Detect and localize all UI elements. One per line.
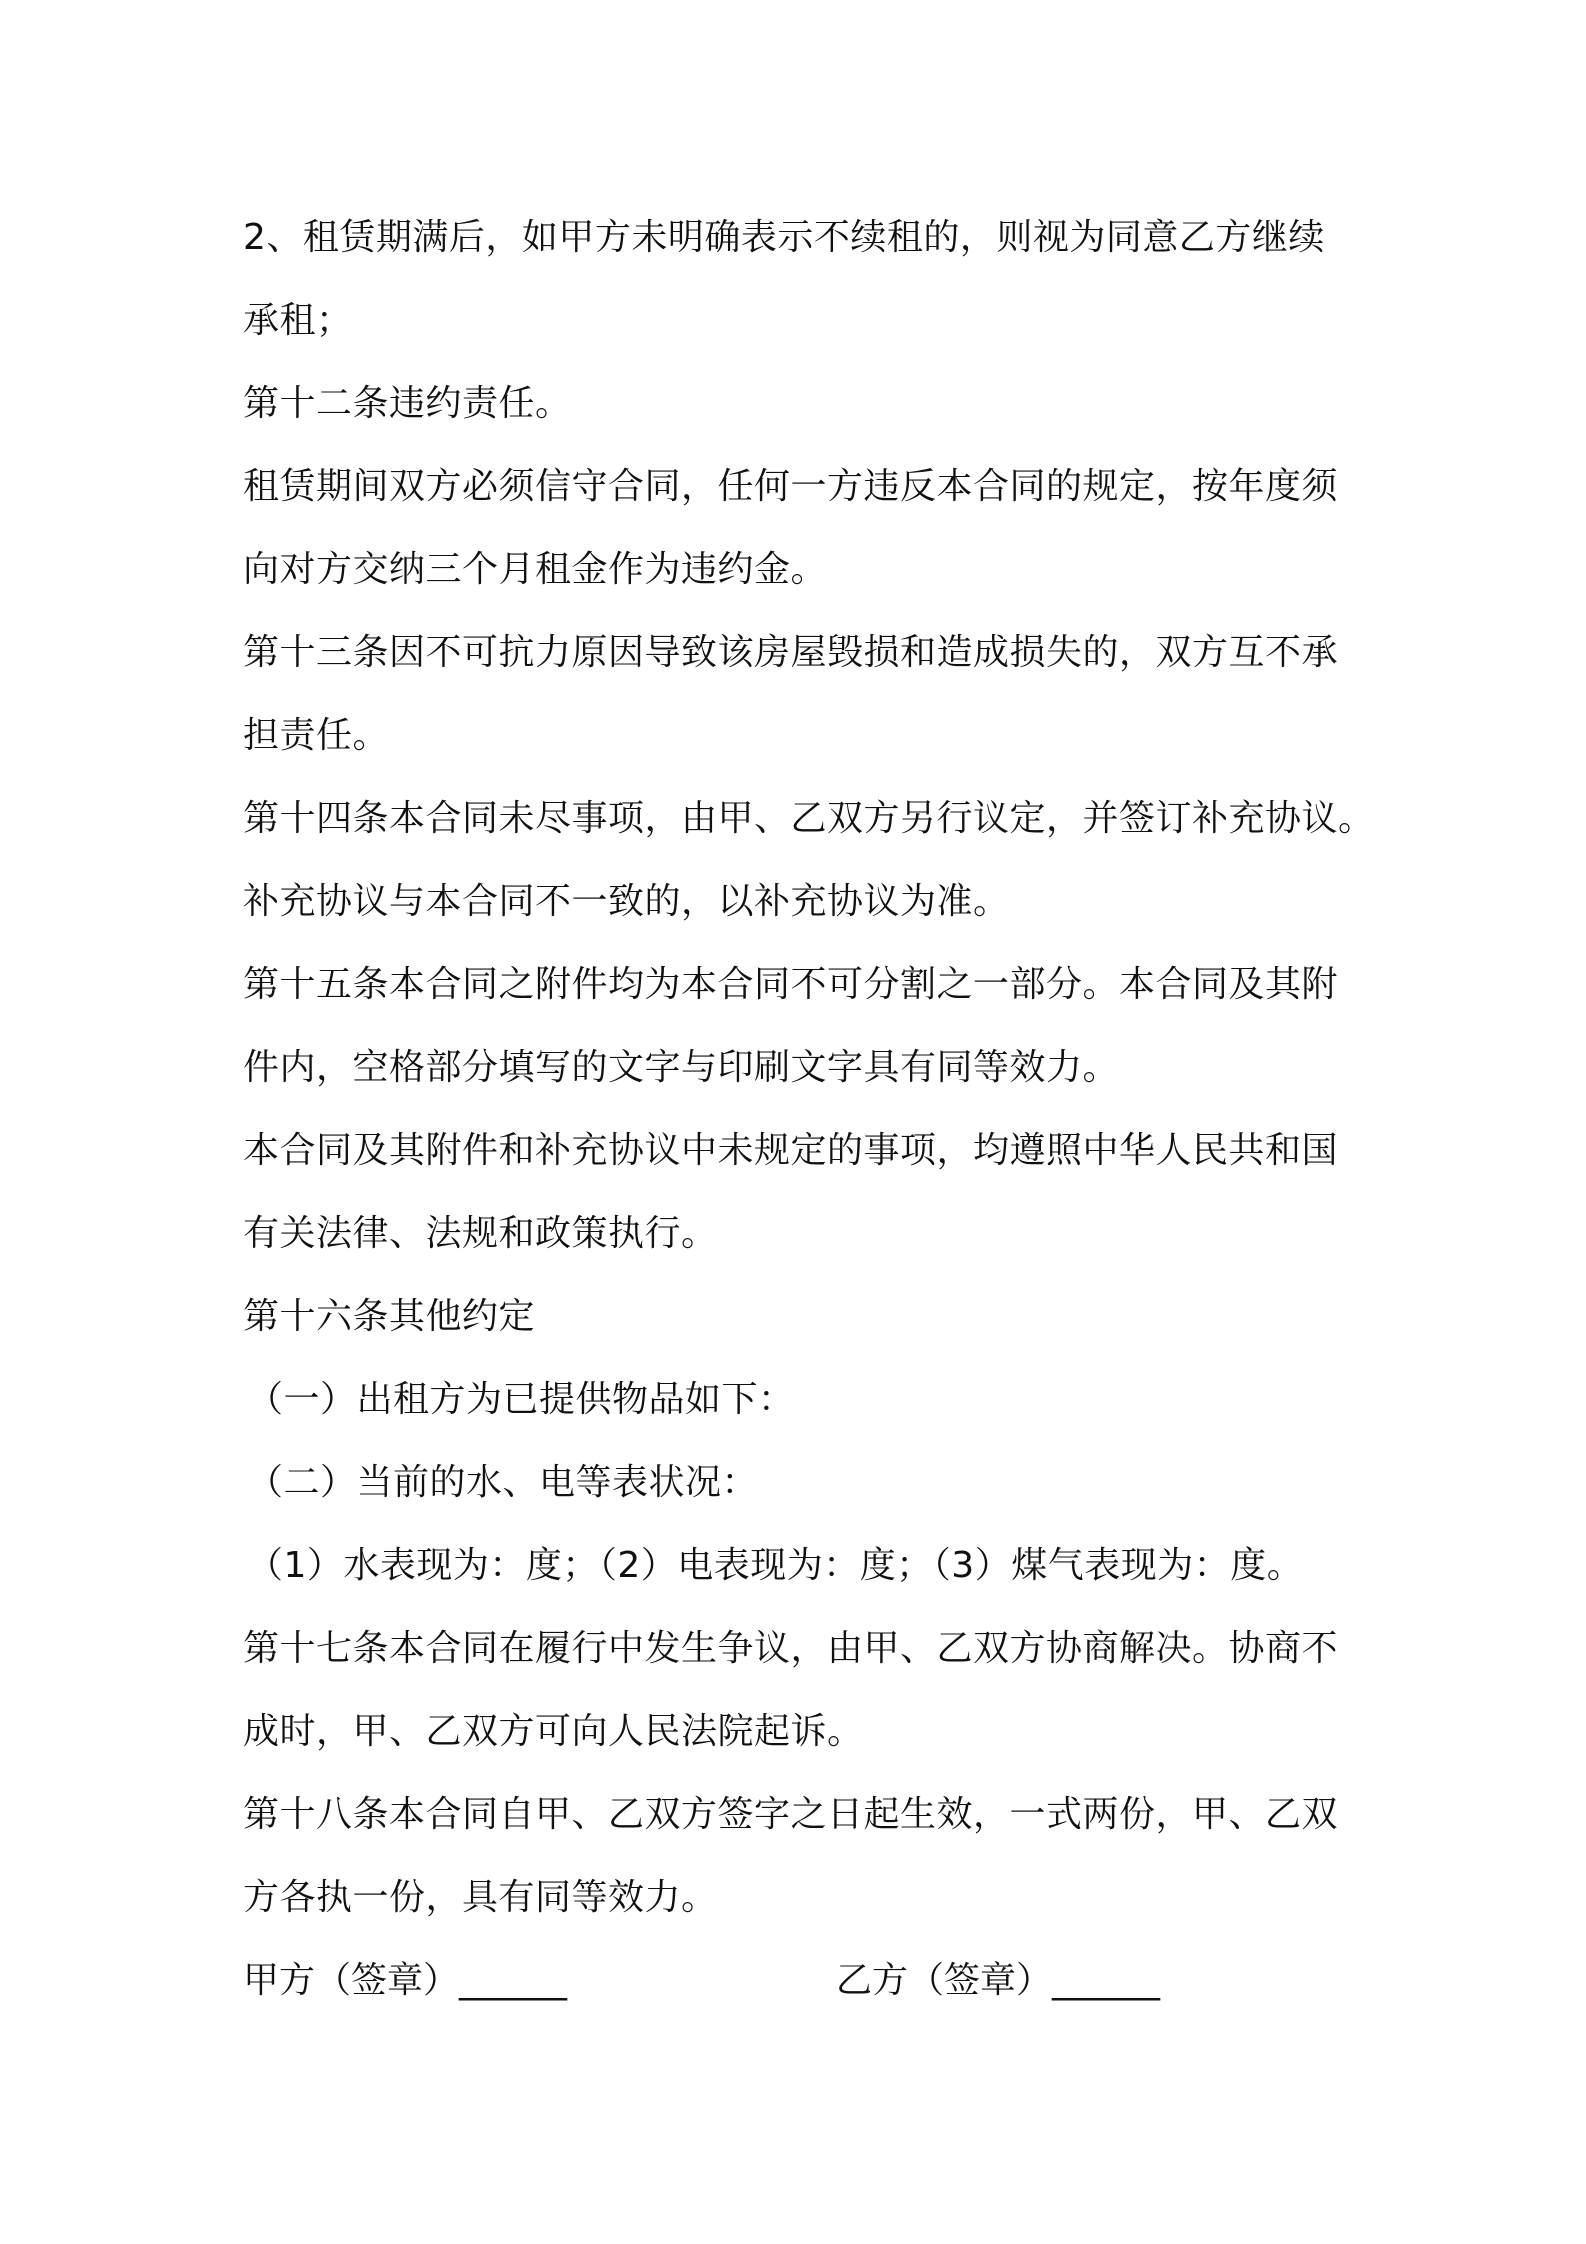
paragraph-line: 件内，空格部分填写的文字与印刷文字具有同等效力。 — [243, 1047, 1120, 1088]
party-a-signature: 甲方（签章）______ — [243, 1960, 568, 2001]
paragraph-line: 第十三条因不可抗力原因导致该房屋毁损和造成损失的，双方互不承 — [243, 632, 1339, 673]
paragraph-line: 第十八条本合同自甲、乙双方签字之日起生效，一式两份，甲、乙双 — [243, 1794, 1339, 1835]
paragraph-line: 第十五条本合同之附件均为本合同不可分割之一部分。本合同及其附 — [243, 964, 1339, 1005]
paragraph-line: 租赁期间双方必须信守合同，任何一方违反本合同的规定，按年度须 — [243, 466, 1339, 507]
article-heading: 第十二条违约责任。 — [243, 383, 572, 424]
paragraph-line: 第十四条本合同未尽事项，由甲、乙双方另行议定，并签订补充协议。 — [243, 798, 1375, 839]
paragraph-line: 2、租赁期满后，如甲方未明确表示不续租的，则视为同意乙方继续 — [243, 217, 1325, 258]
paragraph-line: 向对方交纳三个月租金作为违约金。 — [243, 549, 828, 590]
paragraph-line: 承租； — [243, 300, 353, 341]
meter-readings-line: （1）水表现为：度；（2）电表现为：度；（3）煤气表现为：度。 — [247, 1545, 1304, 1586]
paragraph-line: 补充协议与本合同不一致的，以补充协议为准。 — [243, 881, 1010, 922]
paragraph-line: 本合同及其附件和补充协议中未规定的事项，均遵照中华人民共和国 — [243, 1130, 1339, 1171]
paragraph-line: 第十七条本合同在履行中发生争议，由甲、乙双方协商解决。协商不 — [243, 1628, 1339, 1669]
list-item: （一）出租方为已提供物品如下： — [247, 1379, 795, 1420]
signature-row — [243, 1939, 1358, 2022]
paragraph-line: 方各执一份，具有同等效力。 — [243, 1877, 718, 1918]
contract-body — [243, 196, 1375, 2022]
article-heading: 第十六条其他约定 — [243, 1296, 536, 1337]
list-item: （二）当前的水、电等表状况： — [247, 1462, 759, 1503]
paragraph-line: 有关法律、法规和政策执行。 — [243, 1213, 718, 1254]
paragraph-line: 担责任。 — [243, 715, 390, 756]
paragraph-line: 成时，甲、乙双方可向人民法院起诉。 — [243, 1711, 864, 1752]
party-b-signature: 乙方（签章）______ — [836, 1960, 1161, 2001]
